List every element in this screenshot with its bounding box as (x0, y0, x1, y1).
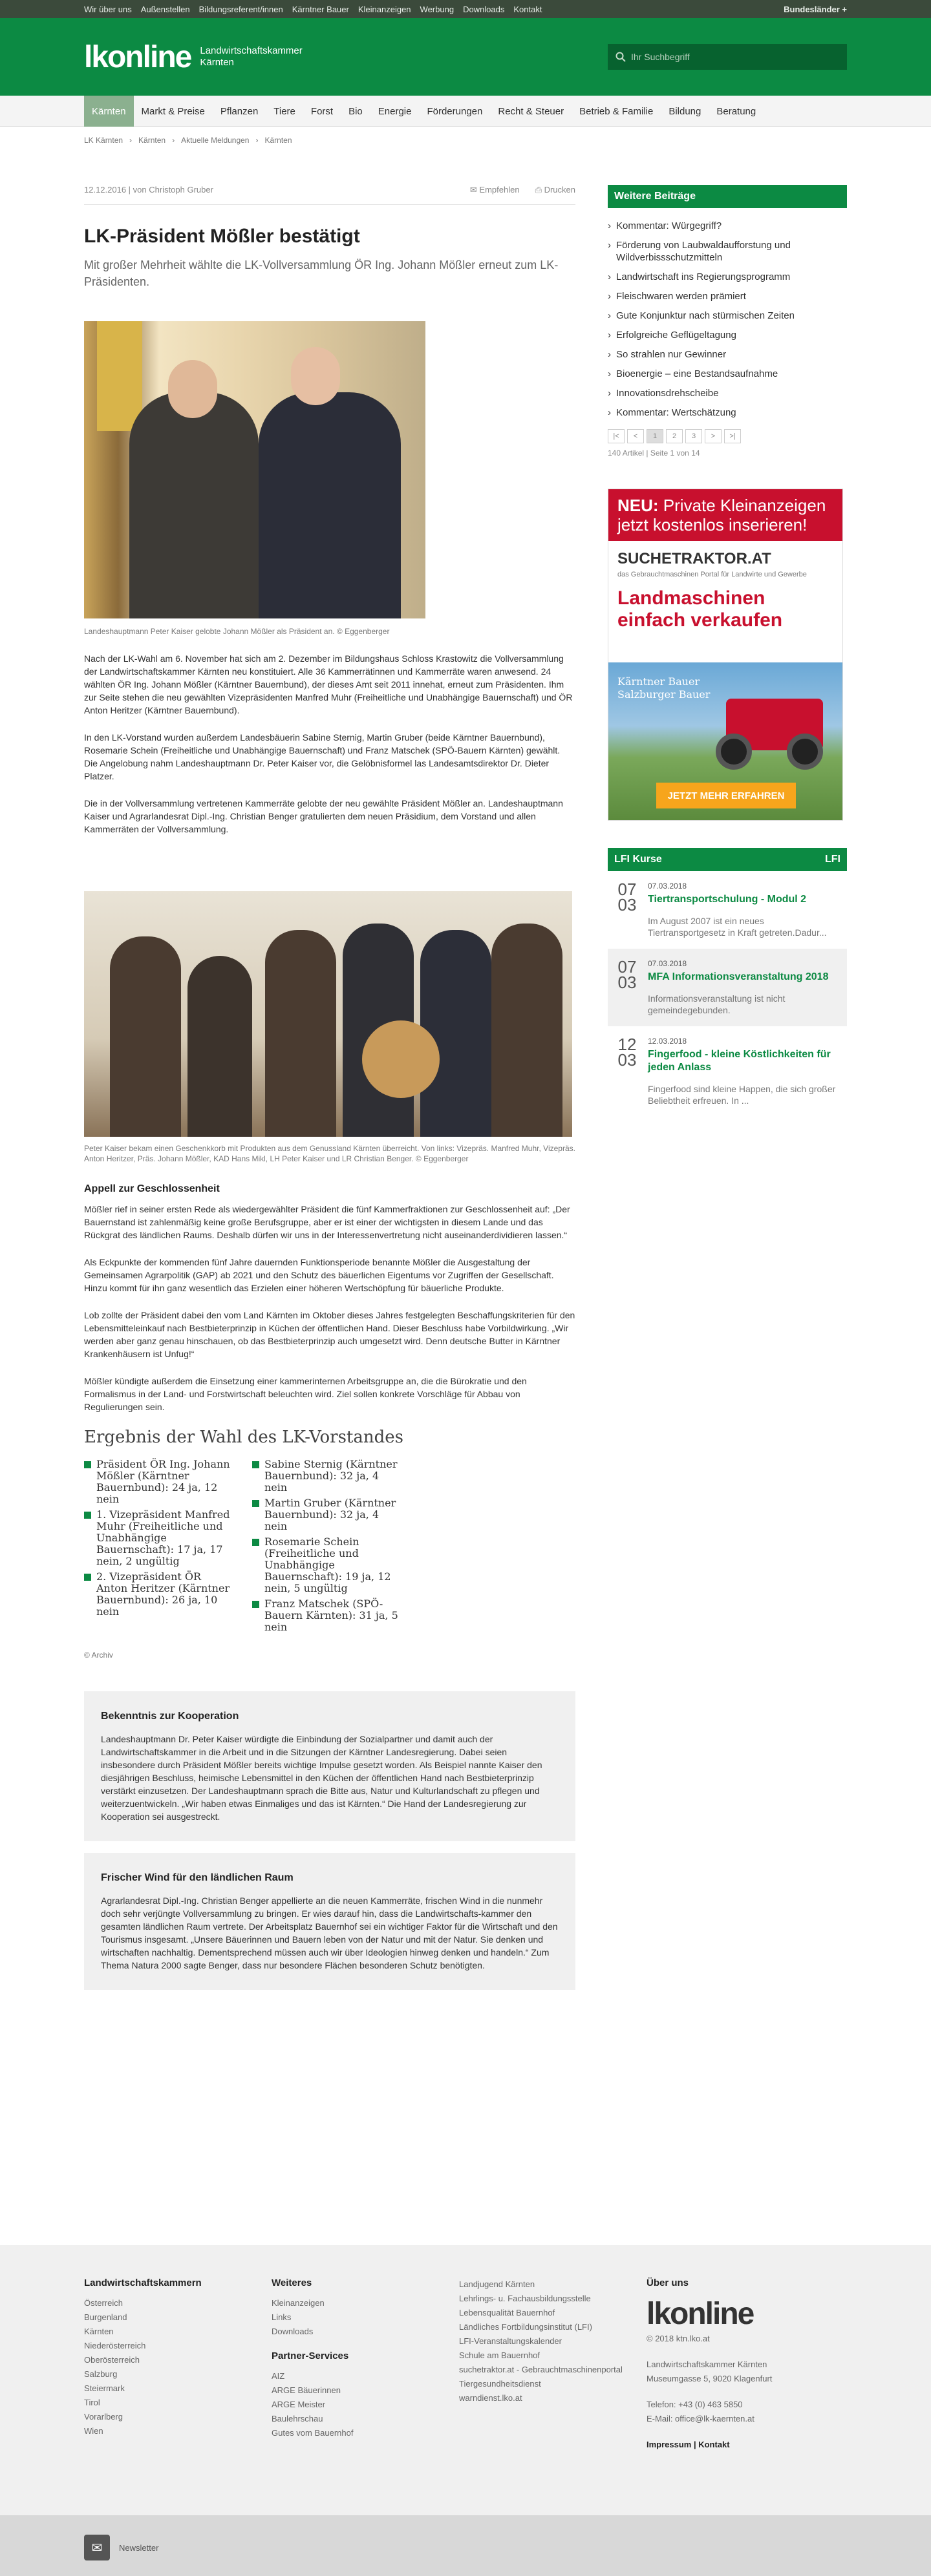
result-text: Präsident ÖR Ing. Johann Mößler (Kärntner Bauernbund): 24 ja, 12 nein (96, 1458, 230, 1505)
wheel-icon (716, 734, 752, 770)
footer-link[interactable]: Tiergesundheitsdienst (459, 2379, 541, 2389)
footer-col-weiteres (272, 2277, 459, 2452)
chevron-right-icon: › (608, 349, 611, 360)
nav-item[interactable]: Bildung (669, 105, 701, 117)
person-1 (110, 936, 181, 1137)
person-5 (420, 930, 491, 1137)
info-box-frischer-wind (84, 1853, 575, 1990)
nav-item[interactable]: Recht & Steuer (498, 105, 564, 117)
face-left (168, 360, 217, 418)
footer-heading: Partner-Services (272, 2350, 349, 2361)
footer-link[interactable]: Kärnten (84, 2327, 114, 2336)
top-bar (0, 0, 931, 18)
related-article-label: Fleischwaren werden prämiert (616, 291, 746, 302)
footer-link[interactable]: Schule am Bauernhof (459, 2350, 540, 2360)
footer-link[interactable]: Salzburg (84, 2369, 118, 2379)
footer-link[interactable]: Lebensqualität Bauernhof (459, 2308, 555, 2317)
ad-brand-name: SUCHETRAKTOR.AT (617, 550, 771, 567)
ad-top (608, 489, 842, 541)
result-item (252, 1459, 401, 1494)
ad-line1: Private Kleinanzeigen (663, 496, 826, 515)
related-article-label: Innovationsdrehscheibe (616, 388, 719, 399)
result-item (252, 1497, 401, 1532)
ad-cta-button[interactable]: JETZT MEHR ERFAHREN (656, 783, 796, 808)
related-article[interactable] (608, 406, 847, 419)
footer-col-links (459, 2277, 647, 2452)
nav-item-kaernten[interactable]: Kärnten (84, 96, 134, 127)
footer-link[interactable]: Wien (84, 2426, 103, 2436)
box-text: Agrarlandesrat Dipl.-Ing. Christian Benger appellierte an die neuen Kammerräte, frischen Wind in die nunmehr doch sehr verjüngte Vollversammlung zu bringen. Er wies darauf hin, dass die Landwirtschafts-kammer den gesamten ländlichen Raum vertrete. Der Arbeitsplatz Bauernhof sei ein wichtiger Faktor für die Wirtschaft und den Tourismus insgesamt. „Unsere Bäuerinnen und Bauern leben von der Natur und mit der Natur. Sie denken und wirtschaften nachhaltig. Dementsprechend müssen auch wir über Ideologien hinweg denken und handeln.“ Zum Thema Natura 2000 sagte Benger, dass nur besondere Flächen besonderen Schutz benötigten. (101, 1895, 558, 1970)
article-photo-1 (84, 321, 425, 618)
square-bullet-icon (252, 1461, 259, 1468)
main-nav (0, 96, 931, 127)
result-text: Franz Matschek (SPÖ-Bauern Kärnten): 31 ja, 5 nein (264, 1598, 398, 1633)
footer-col-about (647, 2277, 834, 2452)
footer-link[interactable]: warndienst.lko.at (459, 2393, 522, 2403)
article-lead: Mit großer Mehrheit wählte die LK-Vollversammlung ÖR Ing. Johann Mößler erneut zum LK-Präsidenten. (84, 259, 559, 288)
article (84, 154, 575, 2001)
nav-item[interactable]: Beratung (716, 105, 756, 117)
course-day: 07 (617, 957, 637, 977)
top-link[interactable]: Kärntner Bauer (292, 4, 349, 14)
related-article-label: Erfolgreiche Geflügeltagung (616, 330, 736, 341)
top-link[interactable]: Downloads (463, 4, 505, 14)
printer-icon: ⎙ (535, 185, 544, 195)
paragraph: Nach der LK-Wahl am 6. November hat sich am 2. Dezember im Bildungshaus Schloss Krastowitz die Vollversammlung der Landwirtschaftskammer Kärnten neu konstituiert. Alle 36 Kammerrätinnen und Kammerräte waren anwesend. 24 wählten ÖR Ing. Johann Mößler (Kärntner Bauernbund), der dieses Amt seit 2011 innehat, erneut zum Präsidenten. Ihm zur Seite stehen die neu gewählten Vizepräsidenten Manfred Muhr (Freiheitliche und Unabhängige Bauernschaft) und ÖR Anton Heritzer (Kärntner Bauernbund). (84, 653, 573, 715)
ad-paper-1: Kärntner Bauer (617, 675, 700, 688)
lfi-logo: LFI (825, 854, 840, 865)
info-box-kooperation (84, 1691, 575, 1841)
article-date-author: 12.12.2016 | von Christoph Gruber (84, 185, 213, 195)
paragraph: Als Eckpunkte der kommenden fünf Jahre dauernden Funktionsperiode benannte Mößler die Ausgestaltung der Gemeinsamen Agrarpolitik (GAP) ab 2021 und den Schutz des bäuerlichen Eigentums vor Zugriffen der Gesellschaft. Hinzu kommt für ihn ganz wesentlich das Erzielen einer höheren Wertschöpfung für bäuerliche Produkte. (84, 1257, 554, 1293)
top-link[interactable]: Bildungsreferent/innen (198, 4, 283, 14)
square-bullet-icon (252, 1500, 259, 1507)
breadcrumb: LK Kärnten › Kärnten › Aktuelle Meldungen › Kärnten (84, 136, 292, 145)
result-list-right (252, 1459, 401, 1637)
logo-sub-2: Kärnten (200, 57, 234, 68)
related-articles (608, 220, 847, 419)
related-article[interactable] (608, 220, 847, 232)
box-title: Frischer Wind für den ländlichen Raum (101, 1872, 294, 1883)
pager-info: 140 Artikel | Seite 1 von 14 (608, 449, 700, 458)
site-logo[interactable] (84, 39, 303, 75)
footer-col-kammern (84, 2277, 272, 2452)
course-title[interactable]: Tiertransportschulung - Modul 2 (648, 894, 807, 905)
article-photo-2 (84, 891, 572, 1137)
footer-link[interactable]: Kleinanzeigen (272, 2298, 325, 2308)
footer-link[interactable]: AIZ (272, 2371, 285, 2381)
face-right (291, 347, 340, 405)
breadcrumb-item[interactable]: Aktuelle Meldungen (181, 136, 250, 145)
result-list-left (84, 1459, 233, 1637)
footer-address: Museumgasse 5, 9020 Klagenfurt (647, 2374, 773, 2383)
pager-next[interactable]: > (705, 429, 722, 443)
print-label: Drucken (544, 185, 575, 195)
footer-link[interactable]: Vorarlberg (84, 2412, 123, 2422)
person-3 (265, 930, 336, 1137)
nav-item[interactable]: Förderungen (427, 105, 483, 117)
course-month: 03 (617, 1050, 637, 1070)
logo-subtitle (200, 45, 302, 69)
pagination (608, 429, 847, 443)
nav-item[interactable]: Markt & Preise (141, 105, 205, 117)
paragraph: Mößler rief in seiner ersten Rede als wiedergewählter Präsident die fünf Kammerfraktionen zur Geschlossenheit auf: „Der Bauernstand ist zahlenmäßig keine große Berufsgruppe, aber er ist einer der wichtigsten in diesem Lande und das Rückgrat des ländlichen Raums. Deshalb dürfen wir uns in der Interessenvertretung nicht auseinanderdividieren lassen.“ (84, 1204, 570, 1240)
ad-headline (608, 587, 842, 631)
result-text: 2. Vizepräsident ÖR Anton Heritzer (Kärntner Bauernbund): 26 ja, 10 nein (96, 1570, 230, 1618)
result-item (252, 1598, 401, 1633)
pager-page[interactable]: 1 (647, 429, 663, 443)
related-article[interactable] (608, 271, 847, 283)
footer-link[interactable]: Niederösterreich (84, 2341, 146, 2350)
person-2 (187, 956, 252, 1137)
box-title: Bekenntnis zur Kooperation (101, 1711, 239, 1722)
related-article-label: Landwirtschaft ins Regierungsprogramm (616, 271, 791, 282)
breadcrumb-item[interactable]: Kärnten (138, 136, 166, 145)
ad-papers (617, 675, 710, 701)
footer-link[interactable]: suchetraktor.at - Gebrauchtmaschinenportal (459, 2365, 623, 2374)
footer-link[interactable]: Baulehrschau (272, 2414, 323, 2423)
footer-link[interactable]: Lehrlings- u. Fachausbildungsstelle (459, 2294, 591, 2303)
site-footer (0, 2245, 931, 2515)
course-text: Im August 2007 ist ein neues Tiertransportgesetz in Kraft getreten.Dadur... (648, 916, 827, 938)
result-item (84, 1571, 233, 1618)
course-date: 07.03.2018 (648, 882, 687, 891)
share-button[interactable] (470, 185, 520, 195)
pager-last[interactable]: >| (724, 429, 741, 443)
ad-big-1: Landmaschinen (617, 587, 765, 609)
result-title: Ergebnis der Wahl des LK-Vorstandes (84, 1428, 403, 1447)
flag-shape (97, 321, 142, 431)
related-article-label: So strahlen nur Gewinner (616, 349, 727, 360)
result-text: Rosemarie Schein (Freiheitliche und Unabhängige Bauernschaft): 19 ja, 12 nein, 5 ungültig (264, 1536, 391, 1594)
square-bullet-icon (84, 1512, 91, 1519)
nav-item[interactable]: Bio (348, 105, 363, 117)
footer-heading: Weiteres (272, 2277, 312, 2288)
course-day: 12 (617, 1035, 637, 1054)
article-title: LK-Präsident Mößler bestätigt (84, 226, 360, 247)
related-article[interactable] (608, 329, 847, 341)
site-header (0, 18, 931, 96)
square-bullet-icon (252, 1601, 259, 1608)
related-article-label: Kommentar: Wertschätzung (616, 407, 736, 418)
footer-phone: Telefon: +43 (0) 463 5850 (647, 2400, 743, 2409)
breadcrumb-item[interactable]: LK Kärnten (84, 136, 123, 145)
chevron-right-icon: › (608, 388, 611, 399)
top-link[interactable]: Außenstellen (140, 4, 190, 14)
chevron-right-icon: › (608, 220, 611, 231)
related-article[interactable] (608, 348, 847, 361)
result-text: Martin Gruber (Kärntner Bauernbund): 32 ja, 4 nein (264, 1497, 396, 1532)
footer-link[interactable]: Oberösterreich (84, 2355, 140, 2365)
square-bullet-icon (84, 1461, 91, 1468)
ad-brand-sub: das Gebrauchtmaschinen Portal für Landwirte und Gewerbe (617, 571, 807, 578)
ad-brand (608, 541, 842, 587)
top-link[interactable]: Werbung (420, 4, 455, 14)
person-left (129, 392, 259, 618)
course-date-badge (614, 1037, 640, 1106)
breadcrumb-item[interactable]: Kärnten (264, 136, 292, 145)
ad-image (608, 662, 842, 821)
course-text: Informationsveranstaltung ist nicht gemeindegebunden. (648, 993, 786, 1015)
person-6 (491, 924, 562, 1137)
footer-link[interactable]: LFI-Veranstaltungskalender (459, 2336, 562, 2346)
lfi-header (608, 848, 847, 871)
result-text: 1. Vizepräsident Manfred Muhr (Freiheitliche und Unabhängige Bauernschaft): 17 ja, 17 nein, 2 ungültig (96, 1508, 230, 1567)
related-article[interactable] (608, 310, 847, 322)
result-text: Sabine Sternig (Kärntner Bauernbund): 32 ja, 4 nein (264, 1458, 398, 1494)
chevron-right-icon: › (608, 291, 611, 302)
footer-logo[interactable]: lkonline (647, 2297, 754, 2331)
result-item (84, 1509, 233, 1567)
square-bullet-icon (84, 1574, 91, 1581)
article-meta (84, 154, 575, 205)
chevron-right-icon: › (608, 407, 611, 418)
newsletter-icon[interactable]: ✉ (84, 2535, 110, 2560)
course-text: Fingerfood sind kleine Happen, die sich großer Beliebtheit erfreuen. In ... (648, 1084, 836, 1106)
ad-neu: NEU: (617, 496, 659, 515)
footer-heading: Über uns (647, 2277, 689, 2288)
ad-paper-2: Salzburger Bauer (617, 688, 711, 701)
nav-item[interactable]: Tiere (273, 105, 295, 117)
course-date: 12.03.2018 (648, 1037, 687, 1046)
pager-prev[interactable]: < (627, 429, 644, 443)
footer-legal-links[interactable]: Impressum | Kontakt (647, 2440, 730, 2449)
course-date: 07.03.2018 (648, 959, 687, 968)
course-date-badge (614, 882, 640, 938)
chevron-right-icon: › (608, 271, 611, 282)
footer-link[interactable]: Downloads (272, 2327, 314, 2336)
sidebar-title: Weitere Beiträge (608, 185, 847, 208)
newsletter-bar (0, 2515, 931, 2576)
course-title[interactable]: MFA Informationsveranstaltung 2018 (648, 971, 829, 982)
archive-credit: © Archiv (84, 1651, 113, 1660)
election-result (84, 1428, 575, 1637)
ad-big-2: einfach verkaufen (617, 609, 783, 631)
mail-icon: ✉ (469, 185, 480, 195)
related-article-label: Kommentar: Würgegriff? (616, 220, 722, 231)
chevron-right-icon: › (608, 240, 611, 251)
top-link[interactable]: Kleinanzeigen (358, 4, 411, 14)
related-article-label: Förderung von Laubwaldaufforstung und Wildverbissschutzmitteln (616, 240, 791, 263)
result-item (84, 1459, 233, 1505)
pager-first[interactable]: |< (608, 429, 625, 443)
paragraph: Mößler kündigte außerdem die Einsetzung einer kammerinternen Arbeitsgruppe an, die die Bürokratie und den Formalismus in der Land- und Forstwirtschaft beleuchten wird. Ziel sollen konkrete Vorschläge für Abbau von Regulierungen sein. (84, 1376, 527, 1412)
gift-basket (362, 1020, 440, 1098)
footer-link[interactable]: Burgenland (84, 2312, 127, 2322)
footer-email[interactable]: E-Mail: office@lk-kaernten.at (647, 2414, 754, 2423)
logo-sub-1: Landwirtschaftskammer (200, 45, 303, 56)
related-article[interactable] (608, 239, 847, 264)
footer-link[interactable]: ARGE Meister (272, 2400, 326, 2409)
related-article[interactable] (608, 368, 847, 380)
chevron-right-icon: › (608, 330, 611, 341)
course-month: 03 (617, 973, 637, 992)
paragraph: Die in der Vollversammlung vertretenen Kammerräte gelobte der neu gewählte Präsident Mößler an. Landeshauptmann Kaiser und Agrarlandesrat Dipl.-Ing. Christian Benger gratulierten dem neuen Präsidium, dem Vorstand und allen Kammerräten der Vollversammlung. (84, 798, 563, 834)
logo-text: lkonline (84, 39, 191, 74)
course-date-badge (614, 959, 640, 1016)
search-icon[interactable] (615, 52, 626, 62)
footer-link[interactable]: Tirol (84, 2398, 100, 2407)
result-item (252, 1536, 401, 1594)
course-day: 07 (617, 880, 637, 899)
footer-copyright: © 2018 ktn.lko.at (647, 2334, 710, 2343)
course-item[interactable] (608, 871, 847, 949)
search-input[interactable] (631, 52, 838, 62)
square-bullet-icon (252, 1539, 259, 1546)
course-item[interactable] (608, 1026, 847, 1117)
pager-page[interactable]: 2 (666, 429, 683, 443)
top-link[interactable]: Wir über uns (84, 4, 132, 14)
newsletter-label[interactable]: Newsletter (119, 2542, 159, 2553)
photo-caption-2: Peter Kaiser bekam einen Geschenkkorb mit Produkten aus dem Genussland Kärnten überreicht. Von links: Vizepräs. Manfred Muhr, Vizepräs. Anton Heritzer, Präs. Johann Mößler, KAD Hans Mikl, LH Peter Kaiser und LR Christian Benger. © Eggenberger (84, 1144, 575, 1163)
search-box (608, 44, 847, 70)
related-article[interactable] (608, 387, 847, 399)
related-article-label: Gute Konjunktur nach stürmischen Zeiten (616, 310, 795, 321)
chevron-right-icon: › (608, 310, 611, 321)
footer-heading: Landwirtschaftskammern (84, 2277, 202, 2288)
top-links (84, 5, 542, 14)
paragraph: In den LK-Vorstand wurden außerdem Landesbäuerin Sabine Sternig, Martin Gruber (beide Kärntner Bauernbund), Rosemarie Schein (Freiheitliche und Unabhängige Bauernschaft) und Franz Matschek (SPÖ-Bauern Kärnten) gewählt. Die Angelobung nahm Landeshauptmann Dr. Peter Kaiser vor, die Gelöbnisformel las Landesamtsdirektor Dr. Dieter Platzer. (84, 732, 561, 781)
footer-link[interactable]: Gutes vom Bauernhof (272, 2428, 354, 2438)
top-link[interactable]: Kontakt (513, 4, 542, 14)
related-article-label: Bioenergie – eine Bestandsaufnahme (616, 368, 778, 379)
wheel-icon (787, 734, 823, 770)
print-button[interactable] (535, 185, 575, 195)
footer-org: Landwirtschaftskammer Kärnten (647, 2360, 767, 2369)
footer-link[interactable]: ARGE Bäuerinnen (272, 2385, 341, 2395)
pager-page[interactable]: 3 (685, 429, 702, 443)
footer-link[interactable]: Landjugend Kärnten (459, 2279, 535, 2289)
bundeslaender-toggle[interactable]: Bundesländer + (784, 4, 847, 14)
course-item[interactable] (608, 949, 847, 1026)
share-label: Empfehlen (479, 185, 520, 195)
footer-link[interactable]: Links (272, 2312, 292, 2322)
person-right (259, 392, 401, 618)
box-text: Landeshauptmann Dr. Peter Kaiser würdigte die Einbindung der Sozialpartner und damit auch der Landwirtschaftskammer in die Arbeit und in die Sitzungen der Kärntner Landesregierung. Dabei seien insbesondere durch Präsident Mößler bereits wichtige Impulse gesetzt worden. Als Beispiel nannte Kaiser den diesjährigen Beschluss, heimische Lebensmittel in den Küchen der öffentlichen Hand nach Bestbieterprinzip verstärkt einzusetzen. Der Landeshauptmann sprach die Bitte aus, Natur und Kulturlandschaft zu pflegen und weiterzuentwickeln. „Wir haben etwas Einmaliges und das ist Kärnten.“ Die Hand der Landesregierung zur Kooperation sei ausgestreckt. (101, 1734, 542, 1822)
nav-item[interactable]: Betrieb & Familie (579, 105, 654, 117)
footer-link[interactable]: Steiermark (84, 2383, 125, 2393)
chevron-right-icon: › (608, 368, 611, 379)
photo-caption-1: Landeshauptmann Peter Kaiser gelobte Johann Mößler als Präsident an. © Eggenberger (84, 627, 390, 636)
nav-item[interactable]: Pflanzen (220, 105, 259, 117)
lfi-title: LFI Kurse (614, 854, 662, 865)
section-heading-appell: Appell zur Geschlossenheit (84, 1183, 220, 1194)
course-month: 03 (617, 895, 637, 914)
footer-link[interactable]: Ländliches Fortbildungsinstitut (LFI) (459, 2322, 592, 2332)
related-article[interactable] (608, 290, 847, 302)
paragraph: Lob zollte der Präsident dabei den vom Land Kärnten im Oktober dieses Jahres festgelegten Beschaffungskriterien für den Lebensmitteleinkauf nach Bestbieterprinzip in Küchen der öffentlichen Hand. Dieser Beschluss habe Vorbildwirkung. „Wir werden aber ganz genau hinschauen, ob das Bestbieterprinzip auch umgesetzt wird. Denn deutsche Butter in Kärntner Krankenhäusern ist Unfug!“ (84, 1310, 575, 1359)
ad-banner-suchetraktor[interactable] (608, 489, 843, 821)
footer-link[interactable]: Österreich (84, 2298, 123, 2308)
ad-line2: jetzt kostenlos inserieren! (617, 515, 808, 534)
nav-item[interactable]: Forst (310, 105, 334, 117)
sidebar (608, 154, 847, 2001)
course-title[interactable]: Fingerfood - kleine Köstlichkeiten für jeden Anlass (648, 1049, 831, 1073)
nav-item[interactable]: Energie (378, 105, 412, 117)
